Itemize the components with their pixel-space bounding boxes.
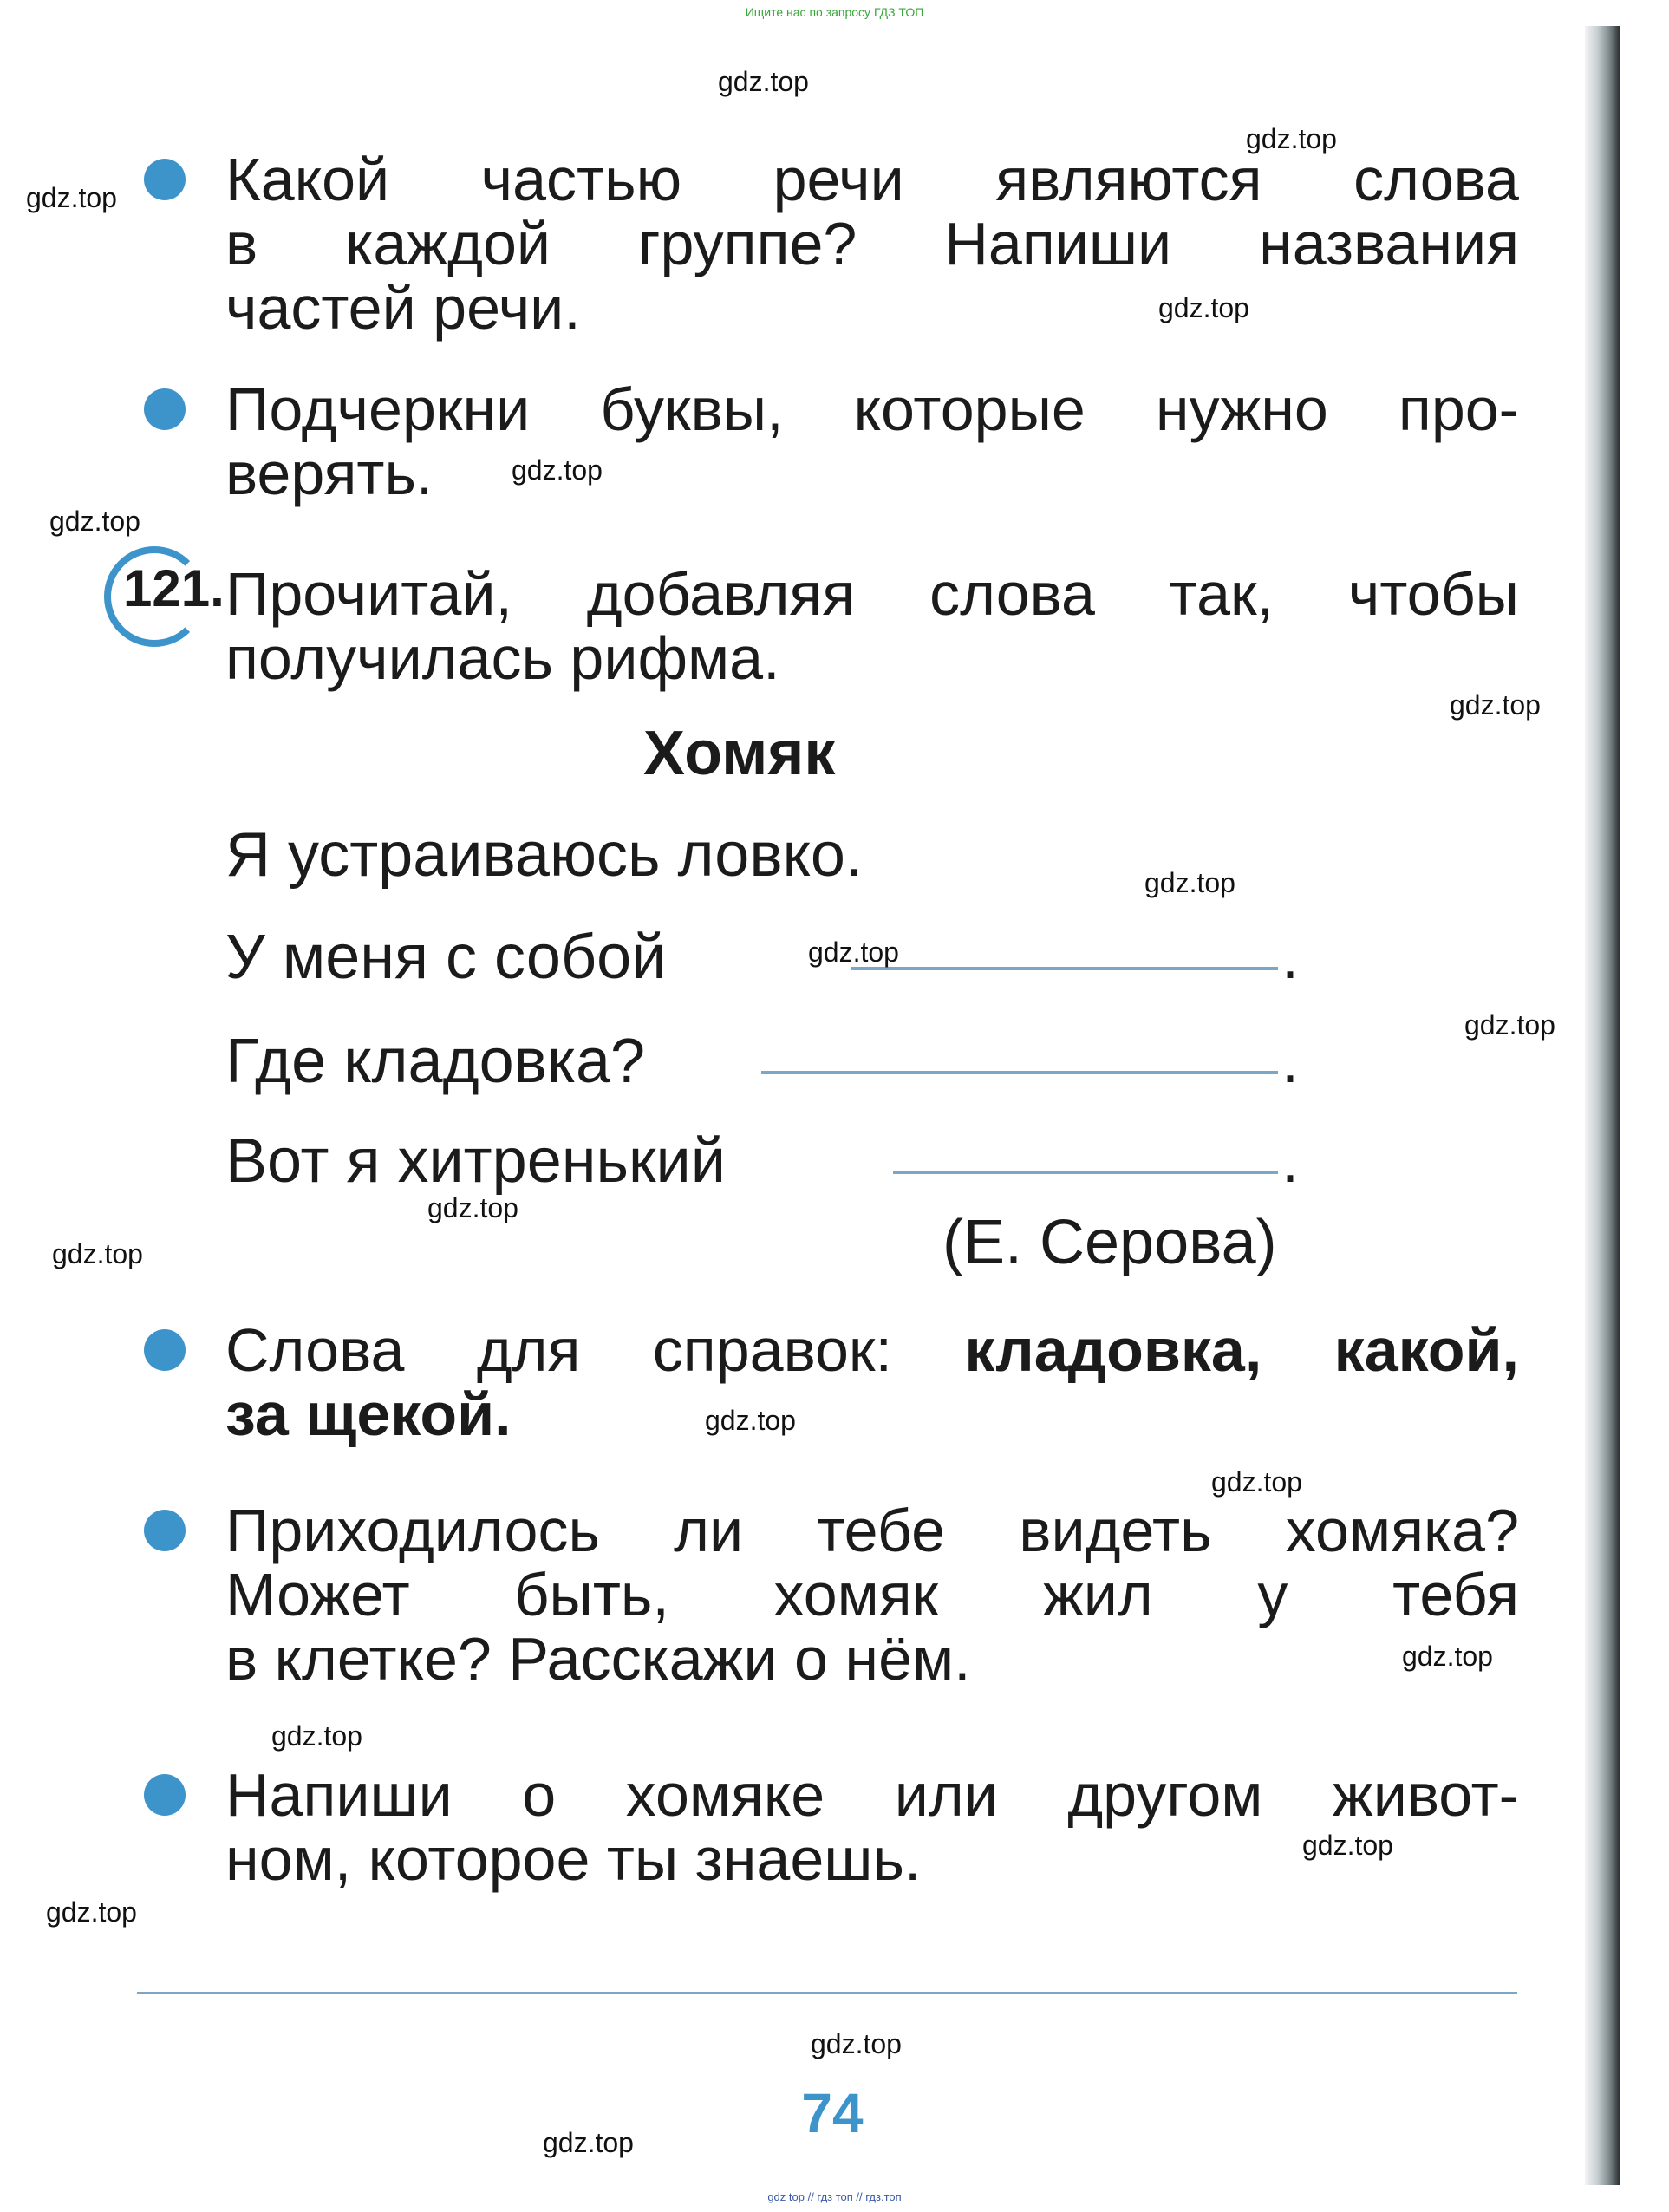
task-2 [225, 377, 1519, 506]
line-end-punct: . [1281, 1027, 1300, 1096]
watermark: gdz.top [1302, 1830, 1393, 1861]
reference-words-1: кладовка, какой, [964, 1316, 1519, 1384]
watermark: gdz.top [1246, 123, 1337, 154]
watermark: gdz.top [512, 454, 603, 486]
watermark: gdz.top [1211, 1466, 1302, 1498]
poem-line-2: У меня с собой [225, 923, 667, 992]
answer-blank-3[interactable] [893, 1171, 1278, 1174]
line-end-punct: . [1281, 923, 1300, 992]
task-3-line-1: Приходилось ли тебе видеть хомяка? [225, 1497, 1519, 1564]
top-banner: Ищите нас по запросу ГДЗ ТОП [745, 5, 924, 19]
task-1 [225, 147, 1519, 340]
watermark: gdz.top [1158, 292, 1249, 323]
watermark: gdz.top [811, 2028, 902, 2059]
task-2-line-1: Подчеркни буквы, которые нужно про- [225, 375, 1519, 443]
watermark: gdz.top [427, 1192, 518, 1223]
line-end-punct: . [1281, 1126, 1300, 1196]
bullet-icon [144, 159, 186, 200]
bullet-icon [144, 1774, 186, 1816]
reference-prefix: Слова для справок: [225, 1316, 965, 1384]
exercise-instruction [225, 562, 1519, 690]
watermark: gdz.top [49, 506, 140, 537]
writing-line[interactable] [137, 1992, 1517, 1994]
task-4 [225, 1763, 1519, 1891]
poem-line-1: Я устраиваюсь ловко. [225, 820, 863, 890]
watermark: gdz.top [808, 936, 899, 968]
answer-blank-2[interactable] [761, 1071, 1278, 1074]
watermark: gdz.top [52, 1238, 143, 1269]
exercise-line-1: Прочитай, добавляя слова так, чтобы [225, 560, 1519, 628]
watermark: gdz.top [1144, 867, 1235, 898]
poem-line-4: Вот я хитренький [225, 1126, 726, 1196]
bullet-icon [144, 1329, 186, 1371]
task-4-line-1: Напиши о хомяке или другом живот- [225, 1761, 1519, 1829]
answer-blank-1[interactable] [851, 967, 1278, 970]
watermark: gdz.top [1402, 1641, 1493, 1672]
exercise-line-2: получилась рифма. [225, 624, 780, 692]
poem-title: Хомяк [643, 719, 836, 788]
page-number: 74 [801, 2082, 864, 2144]
watermark: gdz.top [26, 182, 117, 213]
watermark: gdz.top [705, 1405, 796, 1436]
watermark: gdz.top [543, 2127, 634, 2158]
task-2-line-2: верять. [225, 440, 434, 507]
task-3 [225, 1498, 1519, 1691]
reference-words-2: за щекой. [225, 1380, 512, 1448]
watermark: gdz.top [1464, 1009, 1555, 1041]
book-spine [1585, 26, 1620, 2185]
watermark: gdz.top [1450, 689, 1541, 721]
task-1-line-2: в каждой группе? Напиши названия [225, 210, 1519, 277]
bottom-banner: gdz top // гдз топ // гдз.топ [767, 2190, 902, 2203]
task-4-line-2: ном, которое ты знаешь. [225, 1825, 922, 1893]
task-1-line-1: Какой частью речи являются слова [225, 146, 1519, 213]
watermark: gdz.top [718, 66, 809, 97]
exercise-number-badge [104, 546, 225, 650]
bullet-icon [144, 1510, 186, 1551]
task-3-line-3: в клетке? Расскажи о нём. [225, 1625, 971, 1693]
poem-author: (Е. Серова) [942, 1208, 1277, 1277]
task-3-line-2: Может быть, хомяк жил у тебя [225, 1561, 1519, 1628]
bullet-icon [144, 388, 186, 430]
watermark: gdz.top [271, 1720, 362, 1752]
task-1-line-3: частей речи. [225, 274, 581, 342]
reference-words [225, 1318, 1519, 1446]
watermark: gdz.top [46, 1896, 137, 1928]
exercise-number: 121. [123, 559, 225, 617]
poem-line-3: Где кладовка? [225, 1027, 646, 1096]
